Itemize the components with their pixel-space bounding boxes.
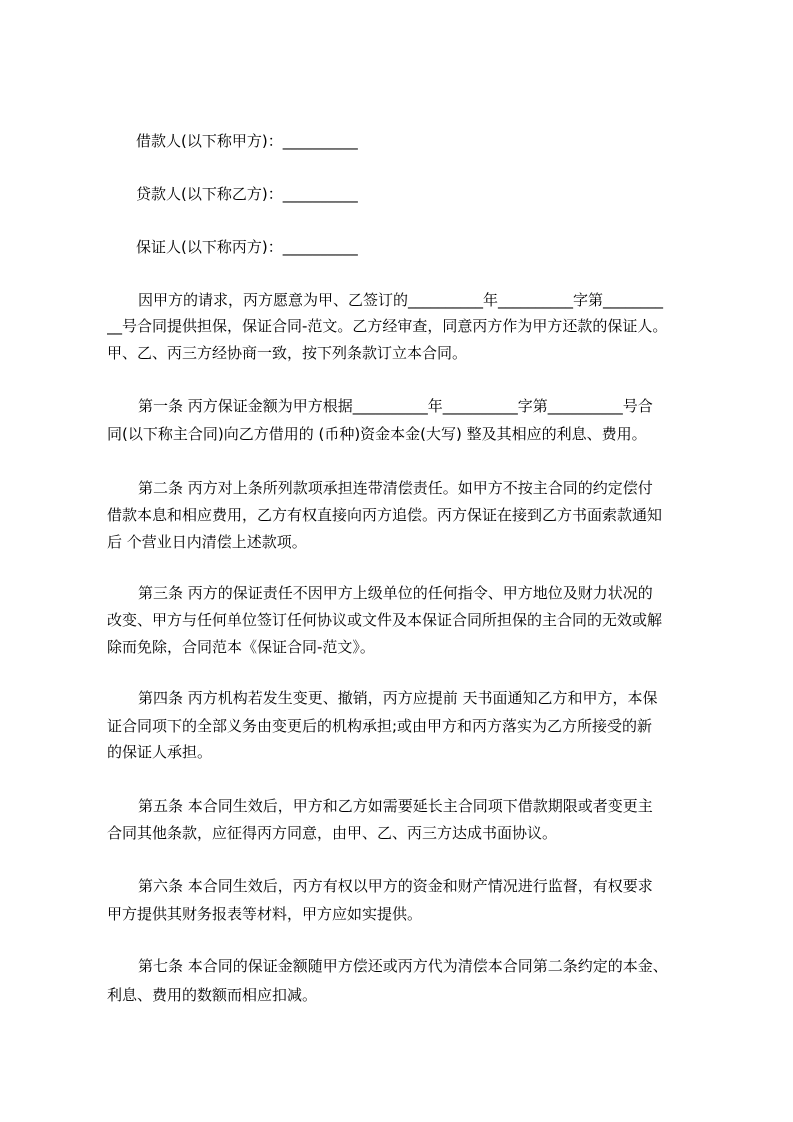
article-7-line-2: 利息、费用的数额而相应扣减。 — [107, 986, 318, 1004]
article-1-line-2: 同(以下称主合同)向乙方借用的 (币种)资金本金(大写) 整及其相应的利息、费用。 — [107, 425, 647, 443]
borrower-line: 借款人(以下称甲方)：__________ — [136, 132, 358, 150]
article-5-line-1: 第五条 本合同生效后，甲方和乙方如需要延长主合同项下借款期限或者变更主 — [138, 797, 653, 815]
article-4-line-3: 的保证人承担。 — [107, 743, 213, 761]
intro-line-3: 甲、乙、丙三方经协商一致，按下列条款订立本合同。 — [107, 344, 468, 362]
lender-line: 贷款人(以下称乙方)：__________ — [136, 185, 358, 203]
guarantor-line: 保证人(以下称丙方)：__________ — [136, 238, 358, 256]
article-3-line-1: 第三条 丙方的保证责任不因甲方上级单位的任何指令、甲方地位及财力状况的 — [138, 584, 653, 602]
article-1-line-1: 第一条 丙方保证金额为甲方根据__________年__________字第__________号合 — [138, 397, 653, 415]
article-5-line-2: 合同其他条款，应征得丙方同意，由甲、乙、丙三方达成书面协议。 — [107, 824, 558, 842]
article-6-line-2: 甲方提供其财务报表等材料，甲方应如实提供。 — [107, 905, 423, 923]
article-4-line-2: 证合同项下的全部义务由变更后的机构承担;或由甲方和丙方落实为乙方所接受的新 — [107, 717, 653, 735]
article-2-line-2: 借款本息和相应费用，乙方有权直接向丙方追偿。丙方保证在接到乙方书面索款通知 — [107, 506, 663, 524]
intro-line-1: 因甲方的请求，丙方愿意为甲、乙签订的__________年__________字第________ — [138, 291, 664, 309]
article-2-line-1: 第二条 丙方对上条所列款项承担连带清偿责任。如甲方不按主合同的约定偿付 — [138, 479, 653, 497]
article-4-line-1: 第四条 丙方机构若发生变更、撤销，丙方应提前 天书面通知乙方和甲方，本保 — [138, 689, 658, 707]
article-6-line-1: 第六条 本合同生效后，丙方有权以甲方的资金和财产情况进行监督，有权要求 — [138, 877, 653, 895]
article-7-line-1: 第七条 本合同的保证金额随甲方偿还或丙方代为清偿本合同第二条约定的本金、 — [138, 957, 668, 975]
intro-line-2: __号合同提供担保，保证合同-范文。乙方经审查，同意丙方作为甲方还款的保证人。 — [107, 317, 668, 335]
article-2-line-3: 后 个营业日内清偿上述款项。 — [107, 533, 307, 551]
article-3-line-2: 改变、甲方与任何单位签订任何协议或文件及本保证合同所担保的主合同的无效或解 — [107, 611, 663, 629]
article-3-line-3: 除而免除，合同范本《保证合同-范文》。 — [107, 638, 375, 656]
